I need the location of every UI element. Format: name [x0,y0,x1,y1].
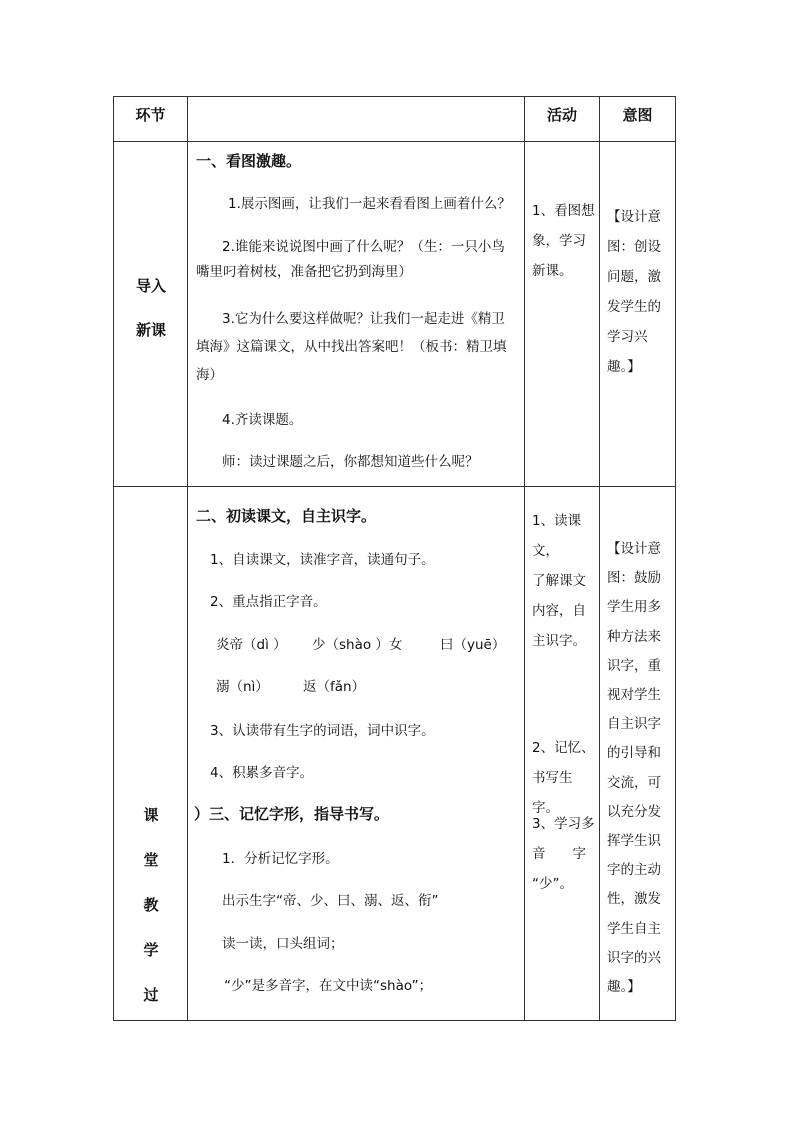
activity-line: 了解课文 [532,573,586,589]
pinyin-item: 返（fǎn） [303,679,366,695]
content-line: 3.它为什么要这样做呢？让我们一起走进《精卫 [222,311,505,327]
activity-line: 3、学习多 [532,816,595,832]
row-introduction [114,142,676,487]
header-cell-activity [525,97,600,142]
content-line: 海） [196,367,223,383]
section-title: 二、初读课文，自主识字。 [196,507,377,525]
content-line: 1．分析记忆字形。 [222,851,339,867]
activity-line: 音 字 [532,846,586,862]
intent-text [607,202,661,382]
activity-line: 1、读课文， [532,513,582,559]
intent-line: 学习兴 [607,329,648,345]
activity-line: 书写生字。 [532,770,573,816]
activity-text [532,506,599,656]
stage-label-line: 导入 [135,277,166,295]
pinyin-item: 曰（yuē） [440,637,506,653]
content-line: 3、认读带有生字的词语，词中识字。 [210,723,435,739]
intent-line: 种方法来 [607,628,661,645]
stage-char: 课 [143,806,159,824]
activity-line: 内容，自 [532,603,586,619]
activity-line: 主识字。 [532,633,586,649]
content-line: 2.谁能来说说图中画了什么呢？（生：一只小鸟 [222,239,505,255]
stage-cell-2 [114,487,188,1021]
activity-line: 2、记忆、 [532,740,595,756]
intent-line: 性，激发 [607,891,661,908]
content-line: 2、重点指正字音。 [210,594,327,610]
intent-line: 识字，重 [607,657,661,674]
intent-line: 挥学生识 [607,833,661,850]
stage-cell-1 [114,142,188,487]
header-intent: 意图 [622,106,653,124]
stage-char: 学 [143,941,159,959]
section-title: 一、看图激趣。 [196,152,302,170]
activity-line: 象，学习 [532,233,586,249]
content-line: “少”是多音字，在文中读“shào”； [224,978,433,994]
pinyin-item: 少（shào ）女 [312,637,403,653]
row-classroom-teaching [114,487,676,1021]
intent-line: 自主识字 [607,716,661,733]
intent-cell-1 [600,142,676,487]
intent-line: 发学生的 [607,299,661,315]
header-stage: 环节 [135,106,166,124]
header-cell-content [188,97,525,142]
section-title: ）三、记忆字形，指导书写。 [194,805,390,823]
pinyin-item: 溺（nì） [216,679,269,695]
intent-line: 交流，可 [607,774,661,791]
intent-line: 字的主动 [607,862,661,879]
stage-char: 教 [143,896,159,914]
header-content [188,97,524,104]
content-line: 读一读，口头组词； [222,936,344,952]
intent-line: 图：鼓励 [607,570,661,587]
intent-line: 以充分发 [607,803,661,820]
activity-line: 1、看图想 [532,203,595,219]
content-line: 1、自读课文，读准字音，读通句子。 [210,552,435,568]
stage-char: 堂 [143,851,159,869]
content-line: 4.齐读课题。 [222,412,303,428]
content-line: 4、积累多音字。 [210,765,314,781]
intent-cell-2 [600,487,676,1021]
header-cell-stage [114,97,188,142]
intent-line: 【设计意 [607,541,661,557]
activity-text [532,809,595,899]
content-cell-1 [188,142,525,487]
header-activity: 活动 [546,106,577,124]
activity-line: “少”。 [532,876,573,892]
stage-label-line: 新课 [135,321,166,339]
activity-cell-1 [525,142,600,487]
activity-line: 新课。 [532,263,573,279]
intent-text [607,535,661,1002]
activity-cell-2 [525,487,600,1021]
content-cell-2 [188,487,525,1021]
intent-line: 趣。】 [607,359,641,375]
intent-line: 【设计意 [607,209,661,225]
intent-line: 识字的兴 [607,949,661,966]
content-line: 嘴里叼着树枝，准备把它扔到海里） [196,264,412,280]
content-line: 师：读过课题之后，你都想知道些什么呢？ [222,454,479,470]
intent-line: 视对学生 [607,687,661,704]
pinyin-item: 炎帝（dì ） [216,637,287,653]
content-line: 出示生字“帝、少、曰、溺、返、衔” [222,893,439,909]
intent-line: 学生用多 [607,599,661,616]
activity-text [532,196,595,286]
header-row [114,97,676,142]
content-line: 1.展示图画，让我们一起来看看图上画着什么？ [228,196,511,212]
intent-line: 问题，激 [607,269,661,285]
header-cell-intent [600,97,676,142]
intent-line: 趣。】 [607,979,641,996]
stage-char: 过 [143,986,159,1004]
intent-line: 学生自主 [607,920,661,937]
intent-line: 图：创设 [607,239,661,255]
intent-line: 的引导和 [607,745,661,762]
lesson-plan-table [113,96,676,1021]
content-line: 填海》这篇课文，从中找出答案吧！（板书：精卫填 [196,339,507,355]
